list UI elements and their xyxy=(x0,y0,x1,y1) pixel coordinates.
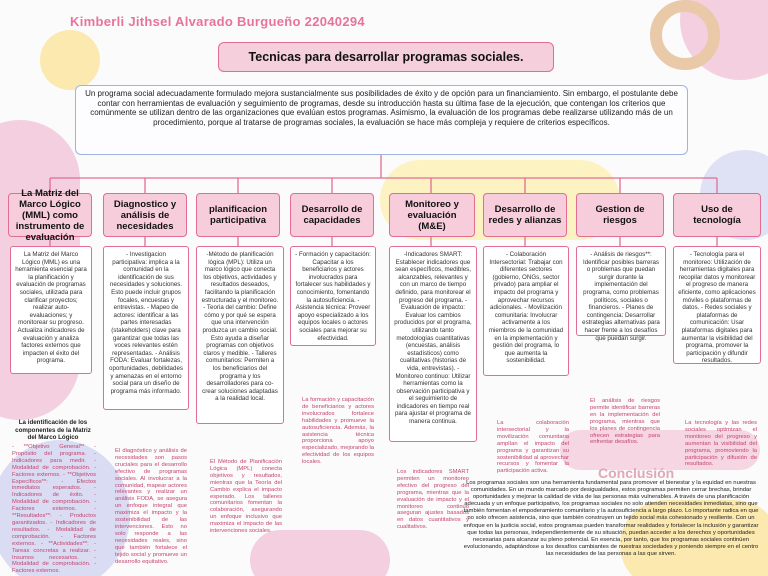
note-mml-title: La identificación de los componentes de la Matriz del Marco Lógico xyxy=(15,419,91,441)
category-label: Diagnostico y análisis de necesidades xyxy=(113,198,177,232)
category-label: planificacion participativa xyxy=(208,204,268,226)
category-label: Monitoreo y evaluación (M&E) xyxy=(405,198,459,232)
category-node-tecnologia xyxy=(673,193,761,237)
intro-text: Un programa social adecuadamente formulado mejora sustancialmente sus posibilidades de éxito y de opción para un financiamiento. Sin embargo, el postulante debe contar con herramientas de evaluación y seguimiento de programas, desde su introducción hasta su última fase de la ejecución, que contengan los criterios que comúnmente se utilizan dentro de las organizaciones que evalúan estos programas. Asimismo, la evaluación de los programas debe realizarse utilizando más de un procedimiento, porque al tratarse de programas sociales, la evaluación se hace más compleja y requiere de criterios específicos. xyxy=(85,89,678,127)
note-redes: La colaboración intersectorial y la movilización comunitaria amplían el impacto del programa y garantizan su sostenibilidad al aprovechar recursos y fomentar la participación activa. xyxy=(497,420,569,475)
main-title: Tecnicas para desarrollar programas sociales. xyxy=(248,50,524,64)
category-node-capacidades xyxy=(290,193,374,237)
category-label: Uso de tecnología xyxy=(693,204,741,226)
conclusion-title: Conclusión xyxy=(598,465,675,481)
note-capacidades: La formación y capacitación de beneficiarios y actores involucrados fortalece habilidades y promueve la autosuficiencia. Además, la asistencia técnica proporciona apoyo especializado, mejorando la efectividad de los equipos locales. xyxy=(302,397,374,466)
main-title-node xyxy=(218,42,554,72)
description-redes: - Colaboración Intersectorial: Trabajar con diferentes sectores (gobierno, ONGs, sector privado) para ampliar el impacto del programa y aprovechar recursos adicionales. - Movilización comunitaria: Involucrar activamente a los miembros de la comunidad en la implementación y gestión del programa, lo que aumenta la sostenibilidad. xyxy=(483,246,569,376)
description-diagnostico: - Investigacion participativa: implica a la comunidad en la identificación de sus necesidades y soluciones. Esto puede incluir grupos focales, encuestas y entrevistas. - Mapeo de actores: identificar a las partes interesadas (stakeholders) clave para garantizar que todas las voces relevantes estén representadas. - Análisis FODA: Evaluar fortalezas, oportunidades, debilidades y amenazas en el entorno social para un diseño de programa más informado. xyxy=(103,246,189,410)
note-monitoreo: Los indicadores SMART permiten un monitoreo efectivo del progreso del programa, mientras que la evaluación de impacto y el monitoreo continuo aseguran ajustes basados en datos cuantitativos y cualitativos. xyxy=(397,469,469,531)
description-monitoreo: -Indicadores SMART: Establecer indicadores que sean específicos, medibles, alcanzables, relevantes y con un marco de tiempo definido, para monitorear el progreso del programa. - Evaluación de impacto: Evaluar los cambios producidos por el programa, utilizando tanto metodologías cuantitativas (encuestas, análisis estadísticos) como cualitativas (historias de vida, entrevistas). - Monitoreo continuo: Utilizar herramientas como la observación participativa y el seguimiento de indicadores en tiempo real para ajustar el programa de manera continua. xyxy=(389,246,477,442)
category-node-diagnostico xyxy=(103,193,187,237)
description-capacidades: - Formación y capacitación: Capacitar a los beneficiarios y actores involucrados para fortalecer sus habilidades y conocimiento, fomentando la autosuficiencia. - Asistencia técnica: Proveer apoyo especializado a los equipos locales o actores sociales para mejorar su efectividad. xyxy=(290,246,376,346)
author-header: Kimberli Jithsel Alvarado Burgueño 22040294 xyxy=(70,14,365,29)
note-riesgos: El análisis de riesgos permite identificar barreras en la implementación del programa, mientras que los planes de contingencia ofrecen estrategias para enfrentar desafíos. xyxy=(590,398,660,446)
note-tecnologia: La tecnología y las redes sociales optimizan el monitoreo del progreso y aumentan la visibilidad del programa, promoviendo la participación y difusión de resultados. xyxy=(685,420,757,468)
description-riesgos: - Análisis de riesgos**: Identificar posibles barreras o problemas que puedan surgir durante la implementación del programa, como problemas políticos, sociales o financieros. - Planes de contingencia: Desarrollar estrategias alternativas para hacer frente a los desafíos que puedan surgir. xyxy=(576,246,666,336)
category-label: La Matriz del Marco Lógico (MML) como instrumento de evaluación xyxy=(15,187,85,243)
description-planificacion: -Método de planificación lógica (MPL): Utiliza un marco lógico que conecta los objetivos, actividades y resultados deseados, facilitando la planificación estructurada y el monitoreo. - Teoria del cambio: Define cómo y por qué se espera que una intervención produzca un cambio social. Esto ayuda a diseñar programas con objetivos claros y medible. - Talleres comunitarios: Permiten a los beneficiarios del programa y los desarrolladores para co-crear soluciones adaptadas a la realidad local. xyxy=(196,246,284,424)
conclusion-text: Los programas sociales son una herramienta fundamental para promover el bienestar y la equidad en nuestras comunidades. En un mundo marcado por desigualdades, estos programas permiten cerrar brechas, brindar oportunidades y mejorar la calidad de vida de las personas más vulnerables. A través de una planificación adecuada y un enfoque participativo, los programas sociales no solo atienden necesidades inmediatas, sino que también fomentan el empoderamiento comunitario y la autosuficiencia a largo plazo. Lo importante radica en que no solo ofrecen asistencia, sino que también construyen un tejido social más cohesionado y resiliente. Con un enfoque en la justicia social, estos programas pueden transformar realidades y fortalecer la inclusión y garantizar que todas las personas, independientemente de su situación, puedan acceder a los derechos y oportunidades necesarias para alcanzar su pleno potencial. En esencia, por tanto, que los programas sociales continúen evolucionando, adaptándose a los desafíos cambiantes de nuestras sociedades y poniendo siempre en el centro las necesidades de las personas a las que sirven. xyxy=(463,480,759,557)
note-planificacion: El Método de Planificación Lógica (MPL) conecta objetivos y resultados, mientras que la Teoría del Cambio explica el impacto esperado. Los talleres comunitarios fomentan la colaboración, asegurando un enfoque inclusivo que maximiza el impacto de las intervenciones sociales. xyxy=(210,459,282,535)
note-mml-components: - **Objetivo General** - Propósito del programa. - Indicadores para medir. - Modalidad de comprobación. - Factores externos. - **Objetivos Específicos**: - Efectos inmediatos esperados. - Indicadores de éxito. - Modalidad de comprobación. - Factores externos. - **Resultados**: - Productos garantizados. - Indicadores de resultados. - Modalidad de comprobación. - Factores externos. - **Actividades**: - Tareas concretas a realizar. - Insumos necesarios. - Modalidad de comprobación. - Factores externos. xyxy=(12,444,96,575)
description-tecnologia: - Tecnología para el monitoreo: Utilización de herramientas digitales para recopilar datos y monitorear el progreso de manera eficiente, como aplicaciones móviles o plataformas de datos. - Redes sociales y plataformas de comunicación: Usar plataformas digitales para aumentar la visibilidad del programa, promover la participación y difundir resultados. xyxy=(673,246,761,364)
category-label: Desarrollo de capacidades xyxy=(301,204,363,226)
note-diagnostico: El diagnóstico y análisis de necesidades son pasos cruciales para el desarrollo efectivo de programas sociales. Al involucrar a la comunidad, mapear actores relevantes y realizar un análisis FODA, se asegura un enfoque integral que maximiza el impacto y la sostenibilidad de las intervenciones. Esto no solo responde a las necesidades reales, sino que también fortalece el tejido social y promueve un desarrollo equitativo. xyxy=(115,448,187,565)
category-label: Gestion de riesgos xyxy=(595,204,645,226)
intro-node xyxy=(75,85,688,155)
category-node-mml xyxy=(8,187,92,243)
category-node-monitoreo xyxy=(389,193,475,237)
category-node-redes xyxy=(483,193,567,237)
description-mml: La Matriz del Marco Lógico (MML) es una herramienta esencial para la planificación y evaluación de programas sociales, utilizada para clarificar proyectos; realizar auto-evaluaciones; y monitorear su progreso. Actualiza indicadores de evaluación y analiza factores externos que impacten el éxito del programa. xyxy=(10,246,92,374)
category-node-planificacion xyxy=(196,193,280,237)
category-node-riesgos xyxy=(576,193,664,237)
category-label: Desarrollo de redes y alianzas xyxy=(488,204,562,226)
